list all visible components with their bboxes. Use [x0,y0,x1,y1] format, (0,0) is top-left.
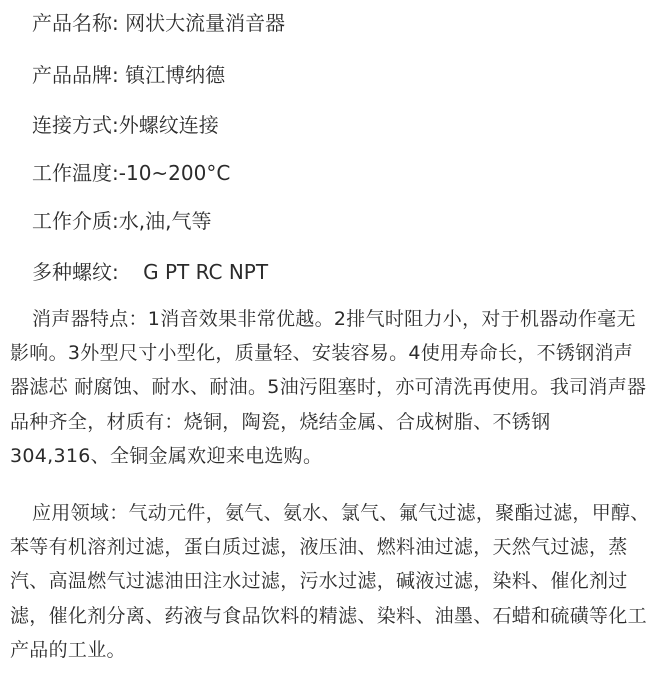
spec-label: 产品品牌: [32,63,119,87]
applications-paragraph: 应用领域：气动元件，氨气、氨水、氯气、氟气过滤，聚酯过滤，甲醇、苯等有机溶剂过滤，蛋白质过滤，液压油、燃料油过滤，天然气过滤，蒸汽、高温燃气过滤油田注水过滤，污水过滤，碱液过滤，染料、催化剂过滤，催化剂分离、药液与食品饮料的精滤、染料、油墨、石蜡和硫磺等化工产品的工业。 [10,502,650,661]
features-paragraph: 消声器特点：1消音效果非常优越。2排气时阻力小，对于机器动作毫无影响。3外型尺寸小型化，质量轻、安装容易。4使用寿命长，不锈钢消声器滤芯 耐腐蚀、耐水、耐油。5油污阻塞时，亦可清洗再使用。我司消声器品种齐全，材质有：烧铜，陶瓷，烧结金属、合成树脂、不锈钢304,316、全铜金属欢迎来电选购。 [10,308,647,467]
spec-temperature [32,161,230,185]
spec-value: G PT RC NPT [143,260,269,284]
spec-label: 产品名称: [32,11,119,35]
spec-product-name [32,11,285,35]
spec-connection [32,113,219,137]
spec-value: -10~200°C [118,161,231,185]
spec-medium [32,209,211,233]
spec-label: 连接方式: [32,113,119,137]
spec-product-brand [32,63,225,87]
spec-label: 多种螺纹: [32,260,119,284]
spec-value: 镇江博纳德 [125,63,226,87]
spec-value: 水,油,气等 [118,209,212,233]
spec-value: 网状大流量消音器 [125,11,286,35]
spec-value: 外螺纹连接 [118,113,219,137]
spec-label: 工作温度: [32,161,119,185]
spec-label: 工作介质: [32,209,119,233]
spec-threads [32,260,268,284]
